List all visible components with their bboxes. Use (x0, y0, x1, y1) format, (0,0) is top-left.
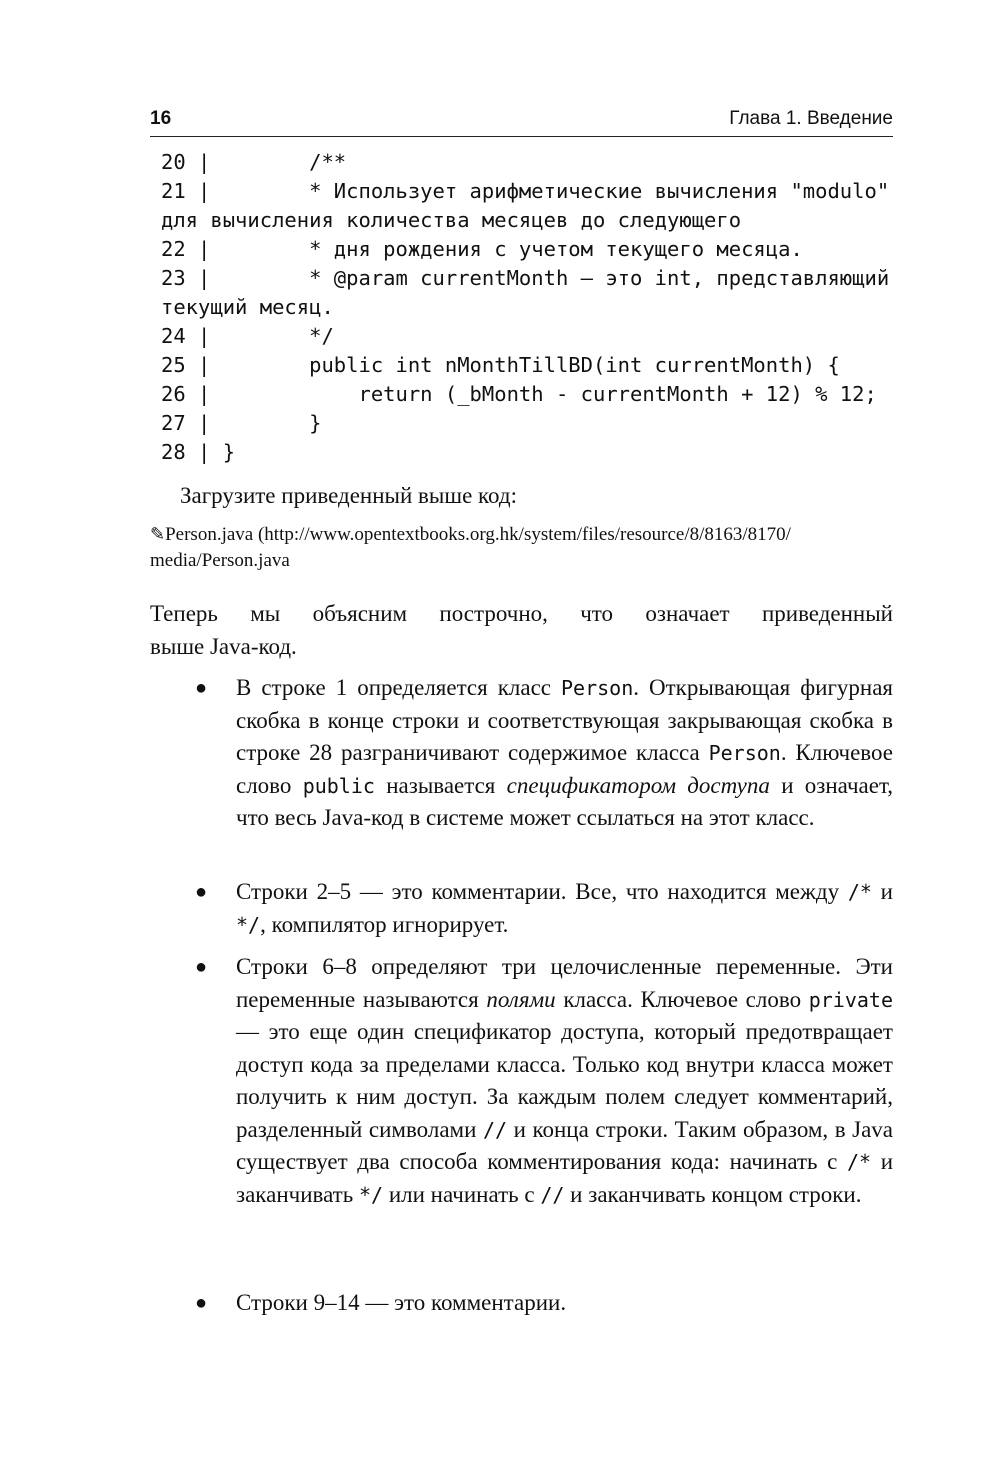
italic-term: спецификатором доступа (506, 772, 770, 798)
text-run: или начинать с (383, 1181, 541, 1207)
intro-line2: выше Java-код. (150, 633, 297, 659)
bullet-dot: ● (195, 677, 208, 699)
bullet-dot: ● (195, 881, 208, 903)
chapter-title: Глава 1. Введение (729, 108, 893, 129)
bullet-text (236, 1287, 893, 1320)
download-caption: Загрузите приведенный выше код: (180, 483, 517, 508)
code-inline: // (482, 1117, 508, 1142)
text-run: и (871, 879, 893, 904)
code-line: 26 | return (_bMonth - currentMonth + 12) % 12; (161, 382, 877, 406)
text-run: — это еще один спецификатор доступа, который предотвращает доступ кода за пределами класса. Только код внутри класса может получить к ним доступ. За каждым полем следует комментарий, разделенный символами (236, 1019, 893, 1142)
code-inline: Person (708, 741, 781, 765)
list-item (195, 876, 893, 941)
code-inline: /* (846, 1150, 872, 1174)
bullet-text (236, 876, 893, 941)
bullet-dot: ● (195, 1292, 208, 1314)
link-text-line2[interactable]: media/Person.java (150, 550, 290, 571)
code-listing (161, 148, 896, 467)
text-run: и означает, что весь Java-код в системе может ссылаться на этот класс. (236, 772, 894, 830)
bullet-text (236, 951, 893, 1211)
bullet-dot: ● (195, 956, 208, 978)
text-run: . Ключевое слово (236, 740, 893, 798)
paperclip-icon: ✎ (150, 524, 166, 545)
text-run: и заканчивать (236, 1149, 894, 1207)
code-line: 21 | * Использует арифметические вычисления "modulo" (161, 179, 890, 203)
list-item (195, 672, 893, 835)
list-item (195, 1287, 893, 1320)
bullet-text (236, 672, 893, 835)
intro-paragraph (150, 598, 893, 663)
page-header (150, 106, 893, 137)
italic-term: полями (486, 986, 556, 1012)
text-run: и заканчивать концом строки. (564, 1181, 862, 1207)
code-line: 27 | } (161, 411, 322, 435)
code-inline: Person (561, 676, 634, 700)
text-run: называется (374, 772, 507, 798)
code-line: 28 | } (161, 440, 236, 464)
code-line: 20 | /** (161, 150, 347, 174)
intro-line1: Теперь мы объясним построчно, что означает приведенный (150, 601, 893, 626)
code-line: текущий месяц. (161, 295, 334, 319)
code-inline: private (808, 987, 894, 1012)
text-run: В строке 1 определяется класс (236, 675, 562, 700)
text-run: , компилятор игнорирует. (260, 911, 509, 937)
code-line: 22 | * дня рождения с учетом текущего месяца. (161, 237, 803, 261)
page-number: 16 (150, 108, 172, 129)
text-run: Строки 9–14 — это комментарии. (236, 1290, 567, 1315)
code-inline: */ (236, 912, 261, 937)
code-line: 23 | * @param currentMonth – это int, представляющий (161, 266, 890, 290)
code-line: 24 | */ (161, 324, 334, 348)
code-inline: public (302, 773, 375, 798)
code-inline: // (540, 1182, 565, 1207)
code-inline: /* (847, 880, 872, 904)
code-line: для вычисления количества месяцев до следующего (161, 208, 742, 232)
text-run: . Открывающая фигурная скобка в конце строки и соответствующая закрывающая скобка в строке 28 разграничивают содержимое класса (236, 675, 894, 765)
text-run: Строки 2–5 — это комментарии. Все, что находится между (236, 879, 848, 904)
code-line: 25 | public int nMonthTillBD(int currentMonth) { (161, 353, 840, 377)
text-run: класса. Ключевое слово (555, 986, 809, 1012)
text-run: Строки 6–8 определяют три целочисленные переменные. Эти переменные называются (236, 954, 893, 1012)
text-run: и конца строки. Таким образом, в Java существует два способа комментирования кода: начинать с (236, 1116, 894, 1174)
code-inline: */ (358, 1182, 384, 1207)
link-text-line1[interactable]: Person.java (http://www.opentextbooks.org.hk/system/files/resource/8/8163/8170/ (165, 524, 791, 545)
download-link[interactable] (150, 522, 870, 574)
list-item (195, 951, 893, 1211)
